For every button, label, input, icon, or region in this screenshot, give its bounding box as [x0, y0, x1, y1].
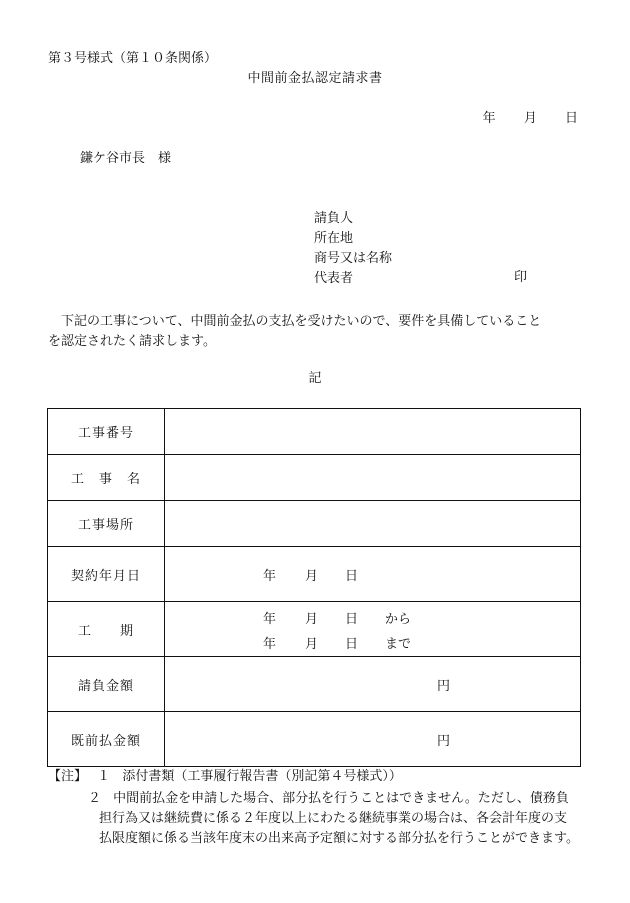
addressee: 鎌ケ谷市長 様 [80, 151, 172, 166]
request-body-line2: を認定されたく請求します。 [48, 334, 216, 349]
table-row [48, 602, 581, 657]
value-construction-number[interactable] [165, 409, 581, 455]
note2-text-line2: 担行為又は継続費に係る２年度以上にわたる継続事業の場合は、各会計年度の支 [99, 811, 568, 826]
period-start-day-unit: 日 [345, 612, 359, 627]
label-contract-date: 契約年月日 [48, 547, 165, 602]
date-line [459, 110, 578, 128]
notes-line2 [88, 790, 569, 808]
note2-text-line1: 中間前払金を申請した場合、部分払を行うことはできません。ただし、債務負 [113, 791, 569, 806]
company-name-label: 商号又は名称 [314, 251, 393, 266]
date-day: 日 [564, 111, 578, 126]
seal-mark: 印 [514, 270, 528, 285]
period-to-label: まで [385, 637, 412, 652]
value-construction-name[interactable] [165, 455, 581, 501]
period-end-day-unit: 日 [345, 637, 359, 652]
table-row [48, 455, 581, 501]
period-from-label: から [385, 612, 412, 627]
date-year: 年 [482, 111, 496, 126]
label-construction-name: 工 事 名 [48, 455, 165, 501]
value-construction-site[interactable] [165, 501, 581, 547]
contract-day-unit: 日 [345, 569, 359, 584]
table-row [48, 409, 581, 455]
contract-year-unit: 年 [263, 569, 277, 584]
period-end-year-unit: 年 [263, 637, 277, 652]
label-prepaid-amount: 既前払金額 [48, 712, 165, 767]
representative-label: 代表者 [314, 271, 354, 286]
contract-month-unit: 月 [305, 569, 319, 584]
notes-heading: 【注】 [48, 769, 88, 784]
notes-line1 [48, 768, 402, 786]
note2-number: ２ [88, 791, 102, 806]
prepaid-amount-currency: 円 [437, 734, 451, 749]
table-row [48, 547, 581, 602]
address-label: 所在地 [314, 231, 354, 246]
request-body-line1: 下記の工事について、中間前金払の支払を受けたいので、要件を具備していること [61, 314, 542, 329]
note1-number: １ [97, 769, 111, 784]
value-contract-amount[interactable] [165, 657, 581, 712]
applicant-role: 請負人 [314, 211, 354, 226]
period-start-year-unit: 年 [263, 612, 277, 627]
ki-heading: 記 [308, 371, 322, 386]
value-prepaid-amount[interactable] [165, 712, 581, 767]
table-row [48, 501, 581, 547]
request-body [48, 312, 568, 352]
form-number: 第３号様式（第１０条関係） [48, 51, 218, 66]
period-start-month-unit: 月 [305, 612, 319, 627]
applicant-block [314, 209, 392, 289]
note1-text: 添付書類（工事履行報告書（別記第４号様式）） [122, 769, 402, 784]
details-table [47, 408, 581, 767]
contract-amount-currency: 円 [437, 679, 451, 694]
document-title: 中間前金払認定請求書 [247, 71, 383, 86]
label-construction-site: 工事場所 [48, 501, 165, 547]
label-contract-amount: 請負金額 [48, 657, 165, 712]
period-end-month-unit: 月 [305, 637, 319, 652]
table-row [48, 712, 581, 767]
value-contract-date[interactable] [165, 547, 581, 602]
table-row [48, 657, 581, 712]
date-month: 月 [523, 111, 537, 126]
note2-text-line3: 払限度額に係る当該年度末の出来高予定額に対する部分払を行うことができます。 [99, 831, 579, 846]
label-construction-period: 工 期 [48, 602, 165, 657]
label-construction-number: 工事番号 [48, 409, 165, 455]
value-construction-period[interactable] [165, 602, 581, 657]
